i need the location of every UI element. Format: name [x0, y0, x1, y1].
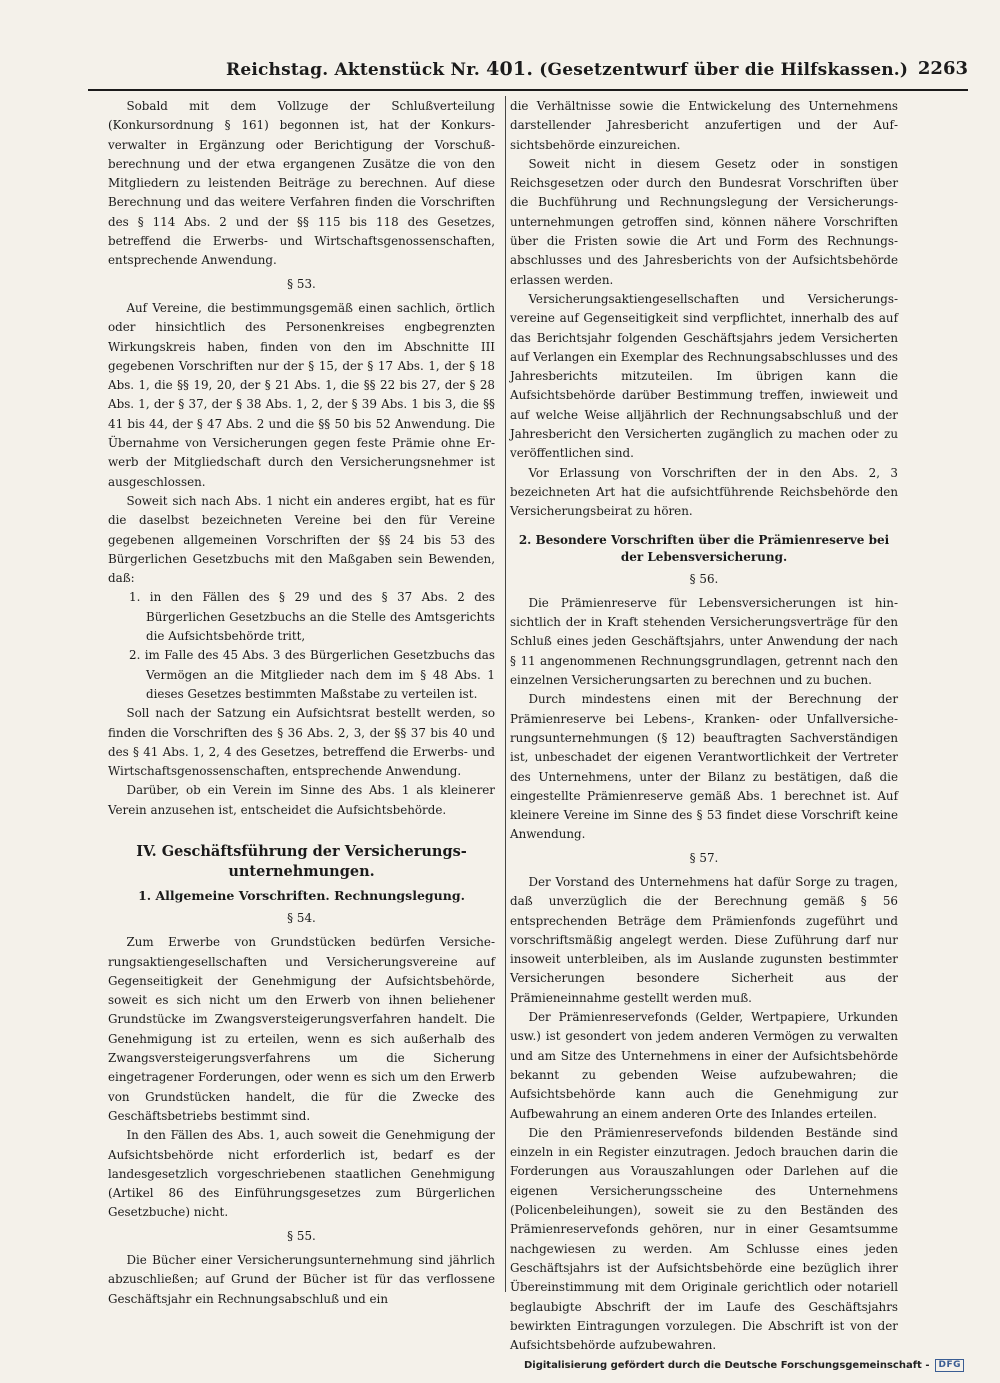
paragraph: Auf Vereine, die bestimmungsgemäß einen sachlich, örtlich oder hinsichtlich des Personenkreises engbegrenzten Wirkungskreis haben, finden von den im Abschnitte III gegebenen Vorschriften nur der § 15, der § 17 Abs. 1, der § 18 Abs. 1, die §§ 19, 20, der § 21 Abs. 1, die §§ 22 bis 27, der § 28 Abs. 1, der § 37, der § 38 Abs. 1, 2, der § 39 Abs. 1 bis 3, die §§ 41 bis 44, der § 47 Abs. 2 und die §§ 50 bis 52 Anwendung. Die Übernahme von Versicherungen gegen feste Prämie ohne Erwerb der Mitgliedschaft durch den Versicherungsnehmer ist ausgeschlossen. [108, 300, 495, 489]
paragraph: Der Vorstand des Unternehmens hat dafür Sorge zu tragen, daß unverzüglich die der Berechnung gemäß § 56 entsprechenden Beträge dem Prämienfonds zugeführt und vorschriftsmäßig angelegt werden. Diese Zuführung darf nur insoweit unterbleiben, als im Auslande zugunsten bestimmter Versicherungen besondere Sicherheit aus der Prämieneinnahme gestellt werden muß. [510, 874, 898, 1005]
paragraph: Vor Erlassung von Vorschriften der in den Abs. 2, 3 bezeichneten Art hat die aufsichtführende Reichsbehörde den Versicherungsbeirat zu hören. [510, 465, 898, 519]
paragraph: Versicherungsaktiengesellschaften und Versicherungsvereine auf Gegenseitigkeit sind verpflichtet, innerhalb des auf das Berichtsjahr folgenden Geschäftsjahrs jedem Versicherten auf Verlangen ein Exemplar des Rechnungsabschlusses und des Jahresberichts mitzuteilen. Im übrigen kann die Aufsichtsbehörde darüber Bestimmung treffen, inwieweit und auf welche Weise alljährlich der Rechnungsabschluß und der Jahresbericht den Versicherten zugänglich zu machen oder zu veröffentlichen sind. [510, 291, 898, 461]
paragraph: Soweit nicht in diesem Gesetz oder in sonstigen Reichsgesetzen oder durch den Bundesrat Vorschriften über die Buchführung und Rechnungslegung der Versicherungsunternehmungen getroffen sind, können nähere Vorschriften über die Fristen sowie die Art und Form des Rechnungsabschlusses und des Jahresberichts von der Aufsichtsbehörde erlassen werden. [510, 156, 898, 287]
paragraph: Die Prämienreserve für Lebensversicherungen ist hinsichtlich der in Kraft stehenden Versicherungsverträge für den Schluß eines jeden Geschäftsjahrs, unter Anwendung der nach § 11 angenommenen Rechnungsgrundlagen, getrennt nach den einzelnen Versicherungsarten zu berechnen und zu buchen. [510, 595, 898, 688]
paragraph: Soweit sich nach Abs. 1 nicht ein anderes ergibt, hat es für die daselbst bezeichneten Vereine bei den für Vereine gegebenen allgemeinen Vorschriften der §§ 24 bis 53 des Bürgerlichen Gesetzbuchs mit den Maßgaben sein Bewenden, daß: [108, 493, 495, 586]
header-subtitle: (Gesetzentwurf über die Hilfskassen.) [539, 60, 909, 80]
list-item: 2. im Falle des 45 Abs. 3 des Bürgerlichen Gesetzbuchs das Vermögen an die Mitglieder nach dem im § 48 Abs. 1 dieses Gesetzes bestimmten Maßstabe zu verteilen ist. [129, 648, 495, 701]
document-number: 401. [486, 58, 534, 80]
title-prefix: Reichstag. Aktenstück Nr. [226, 60, 480, 80]
section-heading-56: § 56. [689, 571, 719, 586]
page-header [226, 58, 968, 86]
section-heading-55: § 55. [287, 1228, 316, 1243]
credit-text: Digitalisierung gefördert durch die Deutsche Forschungsgemeinschaft - [523, 1359, 930, 1371]
paragraph: Soll nach der Satzung ein Aufsichtsrat bestellt werden, so finden die Vorschriften des § 36 Abs. 2, 3, der §§ 37 bis 40 und des § 41 Abs. 1, 2, 4 des Gesetzes, betreffend die Erwerbs- und Wirtschaftsgenossenschaften, entsprechende Anwendung. [108, 706, 495, 779]
dfg-logo: DFG [935, 1359, 964, 1372]
paragraph: die Verhältnisse sowie die Entwickelung des Unternehmens darstellender Jahresbericht anzufertigen und der Aufsichtsbehörde einzureichen. [510, 99, 898, 152]
page-number: 2263 [917, 58, 968, 79]
list-item: 1. in den Fällen des § 29 und des § 37 Abs. 2 des Bürgerlichen Gesetzbuchs an die Stelle des Amtsgerichts die Aufsichtsbehörde tritt, [129, 590, 495, 644]
paragraph: Darüber, ob ein Verein im Sinne des Abs. 1 als kleinerer Verein anzusehen ist, entscheidet die Aufsichtsbehörde. [108, 783, 495, 817]
paragraph: Die Bücher einer Versicherungsunternehmung sind jährlich abzuschließen; auf Grund der Bücher ist für das verflossene Geschäftsjahr ein Rechnungsabschluß und ein [108, 1253, 495, 1306]
paragraph: Der Prämienreservefonds (Gelder, Wertpapiere, Urkunden usw.) ist gesondert von jedem anderen Vermögen zu verwalten und am Sitze des Unternehmens in einer der Aufsichtsbehörde bekannt zu gebenden Weise aufzubewahren; die Aufsichtsbehörde kann auch die Genehmigung zur Aufbewahrung an einem anderen Orte des Inlandes erteilen. [510, 1010, 898, 1121]
section-heading-57: § 57. [689, 850, 719, 865]
chapter-heading: IV. Geschäftsführung der Versicherungsunternehmungen. [136, 842, 467, 880]
column-divider [505, 96, 506, 1292]
paragraph: In den Fällen des Abs. 1, auch soweit die Genehmigung der Aufsichtsbehörde nicht erforderlich ist, bedarf es der landesgesetzlich vorgeschriebenen staatlichen Genehmigung (Artikel 86 des Einführungsgesetzes zum Bürgerlichen Gesetzbuche) nicht. [108, 1128, 495, 1220]
digitization-credit [524, 1358, 964, 1372]
left-column [108, 97, 495, 1309]
section-heading-53: § 53. [287, 276, 316, 291]
paragraph: Durch mindestens einen mit der Berechnung der Prämienreserve bei Lebens-, Kranken- oder Unfallversicherungsunternehmungen (§ 12) beauftragten Sachverständigen ist, unbeschadet der eigenen Verantwortlichkeit der Vertreter des Unternehmens, unter der Bilanz zu bestätigen, daß die eingestellte Prämienreserve gemäß Abs. 1 berechnet ist. Auf kleinere Vereine im Sinne des § 53 findet diese Vorschrift keine Anwendung. [510, 692, 898, 842]
right-column [510, 97, 898, 1355]
header-rule [88, 89, 968, 91]
paragraph: Sobald mit dem Vollzuge der Schlußverteilung (Konkursordnung § 161) begonnen ist, hat der Konkursverwalter in Ergänzung oder Berichtigung der Vorschußberechnung und der etwa ergangenen Zusätze die von den Mitgliedern zu leistenden Beiträge zu berechnen. Auf diese Berechnung und das weitere Verfahren finden die Vorschriften des § 114 Abs. 2 und der §§ 115 bis 118 des Gesetzes, betreffend die Erwerbs- und Wirtschaftsgenossenschaften, entsprechende Anwendung. [108, 99, 495, 268]
paragraph: Die den Prämienreservefonds bildenden Bestände sind einzeln in ein Register einzutragen. Jedoch brauchen darin die Forderungen aus Vorauszahlungen oder Darlehen auf die eigenen Versicherungsscheine des Unternehmens (Policenbeleihungen), soweit sie zu den Beständen des Prämienreservefonds gehören, nur in einer Gesamtsumme nachgewiesen zu werden. Am Schlusse eines jeden Geschäftsjahrs ist der Aufsichtsbehörde eine bezüglich ihrer Übereinstimmung mit dem Originale gerichtlich oder notariell beglaubigte Abschrift der im Laufe des Geschäftsjahrs bewirkten Eintragungen vorzulegen. Die Abschrift ist von der Aufsichtsbehörde aufzubewahren. [510, 1125, 898, 1353]
paragraph: Zum Erwerbe von Grundstücken bedürfen Versicherungsaktiengesellschaften und Versicherungsvereine auf Gegenseitigkeit der Genehmigung der Aufsichtsbehörde, soweit es sich nicht um den Erwerb von ihnen beliehener Grundstücke im Zwangsversteigerungsverfahren handelt. Die Genehmigung ist zu erteilen, wenn es sich außerhalb des Zwangsversteigerungsverfahrens um die Sicherung eingetragener Forderungen, oder wenn es sich um den Erwerb von Grundstücken handelt, die für die Zwecke des Geschäftsbetriebs bestimmt sind. [108, 935, 495, 1123]
subchapter-heading: 2. Besondere Vorschriften über die Prämienreserve bei der Lebensversicherung. [518, 532, 890, 564]
section-heading-54: § 54. [287, 910, 316, 925]
subchapter-heading: 1. Allgemeine Vorschriften. Rechnungslegung. [138, 887, 465, 903]
running-title [226, 58, 908, 80]
